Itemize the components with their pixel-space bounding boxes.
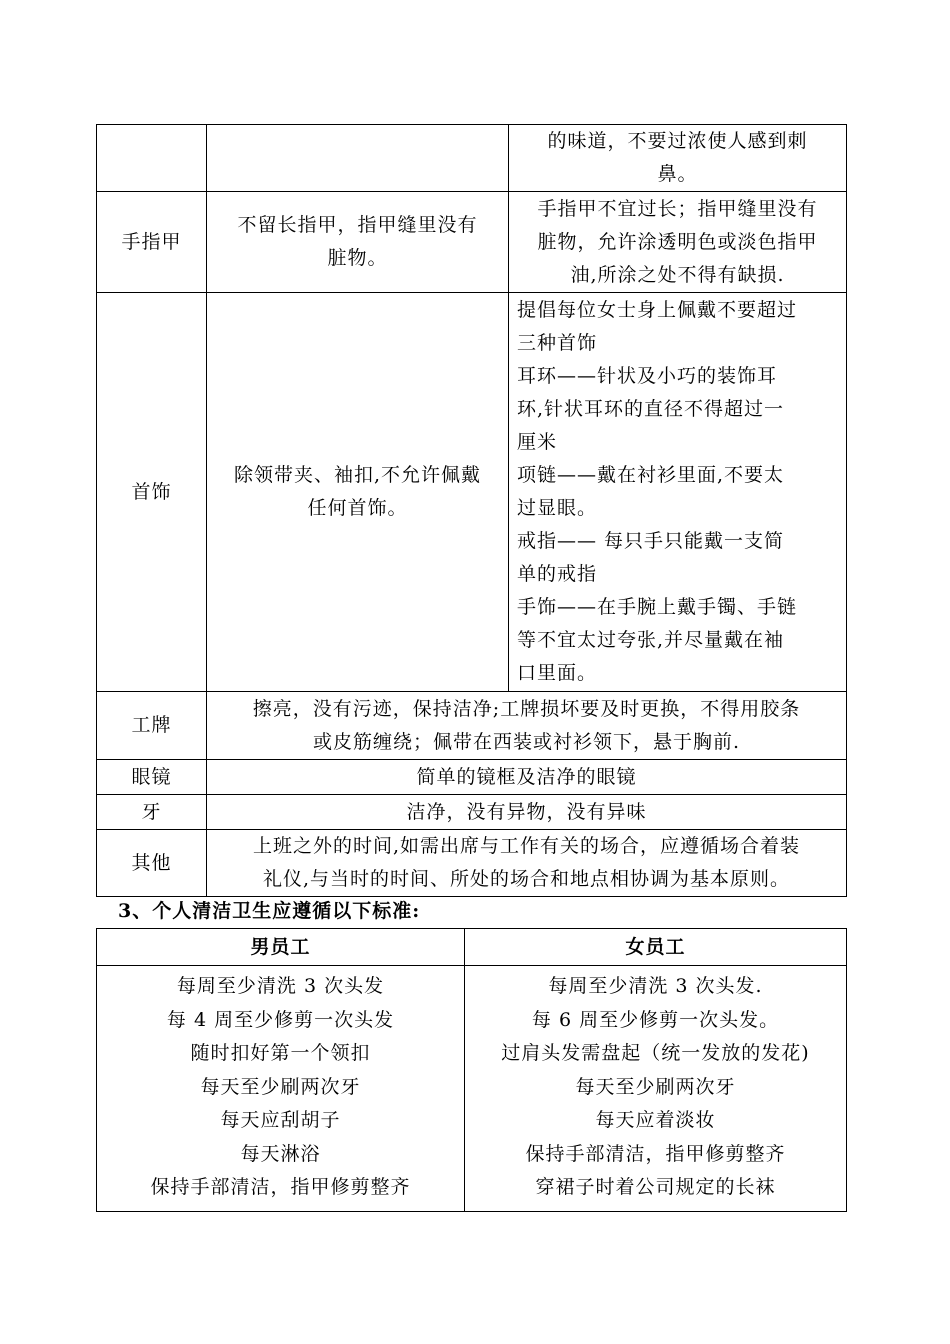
cell-line: 鼻。: [657, 163, 698, 185]
list-item: 每 4 周至少修剪一次头发: [166, 1008, 395, 1031]
table-row-badge: [97, 692, 847, 760]
row-label: 工牌: [97, 692, 207, 760]
female-cell: [509, 125, 847, 192]
cell-line: 任何首饰。: [307, 497, 408, 519]
cell-line: 三种首饰: [517, 332, 598, 354]
cell-line: 油,所涂之处不得有缺损.: [570, 263, 785, 286]
list-item: 随时扣好第一个领扣: [190, 1042, 371, 1064]
section-heading: 3、个人清洁卫生应遵循以下标准:: [118, 900, 421, 922]
male-cell: [207, 293, 509, 692]
table-row-fingernails: [97, 192, 847, 293]
list-item: 每天应刮胡子: [220, 1109, 341, 1131]
cell-line: 脏物，允许涂透明色或淡色指甲: [537, 230, 818, 253]
list-item: 保持手部清洁，指甲修剪整齐: [150, 1176, 411, 1198]
list-item: 每周至少清洗 3 次头发.: [548, 975, 763, 997]
cell-line: 手饰——在手腕上戴手镯、手链: [517, 596, 798, 618]
male-cell: [207, 125, 509, 192]
cell-line: 不留长指甲，指甲缝里没有: [237, 214, 478, 236]
hygiene-standards-table: [96, 928, 847, 1212]
table-row-teeth: [97, 795, 847, 830]
row-label: 首饰: [97, 293, 207, 692]
female-header: 女员工: [465, 929, 847, 966]
list-item: 每天淋浴: [240, 1142, 321, 1165]
list-item: 保持手部清洁，指甲修剪整齐: [525, 1142, 786, 1165]
list-item: 每周至少清洗 3 次头发: [176, 975, 385, 997]
cell-line: 洁净，没有异物，没有异味: [406, 800, 647, 823]
shared-cell: [207, 692, 847, 760]
cell-line: 或皮筋缠绕；佩带在西装或衬衫领下，悬于胸前.: [312, 730, 741, 753]
female-cell: [509, 293, 847, 692]
female-items-cell: [465, 966, 847, 1212]
list-item: 过肩头发需盘起（统一发放的发花): [501, 1042, 810, 1064]
cell-line: 环,针状耳环的直径不得超过一: [517, 398, 785, 420]
shared-cell: [207, 760, 847, 795]
cell-line: 戒指—— 每只手只能戴一支简: [517, 530, 785, 552]
list-item: 每天至少刷两次牙: [575, 1075, 736, 1098]
cell-line: 脏物。: [327, 247, 388, 269]
table-row-glasses: [97, 760, 847, 795]
female-cell: [509, 192, 847, 293]
list-item: 每 6 周至少修剪一次头发。: [531, 1008, 780, 1031]
cell-line: 上班之外的时间,如需出席与工作有关的场合，应遵循场合着装: [252, 835, 801, 857]
table-row-other: [97, 830, 847, 897]
cell-line: 口里面。: [517, 662, 598, 684]
cell-line: 耳环——针状及小巧的装饰耳: [517, 365, 778, 387]
row-label: 其他: [97, 830, 207, 897]
row-label: 眼镜: [97, 760, 207, 795]
cell-line: 等不宜太过夸张,并尽量戴在袖: [517, 629, 785, 651]
cell-line: 的味道，不要过浓使人感到刺: [547, 130, 808, 152]
cell-line: 礼仪,与当时的时间、所处的场合和地点相协调为基本原则。: [262, 868, 791, 890]
table-row-jewelry: [97, 293, 847, 692]
shared-cell: [207, 830, 847, 897]
cell-line: 过显眼。: [517, 497, 598, 519]
table-row-perfume-continued: [97, 125, 847, 192]
row-label: 牙: [97, 795, 207, 830]
cell-line: 提倡每位女士身上佩戴不要超过: [517, 299, 798, 321]
table-header-row: [97, 929, 847, 966]
list-item: 穿裙子时着公司规定的长袜: [535, 1176, 776, 1198]
cell-line: 厘米: [517, 431, 558, 453]
male-header: 男员工: [97, 929, 465, 966]
cell-line: 除领带夹、袖扣,不允许佩戴: [233, 464, 482, 486]
grooming-standards-table: [96, 124, 847, 897]
row-label: [97, 125, 207, 192]
list-item: 每天应着淡妆: [595, 1109, 716, 1131]
list-item: 每天至少刷两次牙: [200, 1075, 361, 1098]
row-label: 手指甲: [97, 192, 207, 293]
cell-line: 手指甲不宜过长；指甲缝里没有: [537, 197, 818, 220]
male-cell: [207, 192, 509, 293]
cell-line: 单的戒指: [517, 563, 598, 585]
shared-cell: [207, 795, 847, 830]
cell-line: 简单的镜框及洁净的眼镜: [416, 765, 637, 788]
male-items-cell: [97, 966, 465, 1212]
cell-line: 项链——戴在衬衫里面,不要太: [517, 464, 785, 486]
table-row: [97, 966, 847, 1212]
cell-line: 擦亮，没有污迹，保持洁净;工牌损坏要及时更换，不得用胶条: [252, 697, 801, 720]
